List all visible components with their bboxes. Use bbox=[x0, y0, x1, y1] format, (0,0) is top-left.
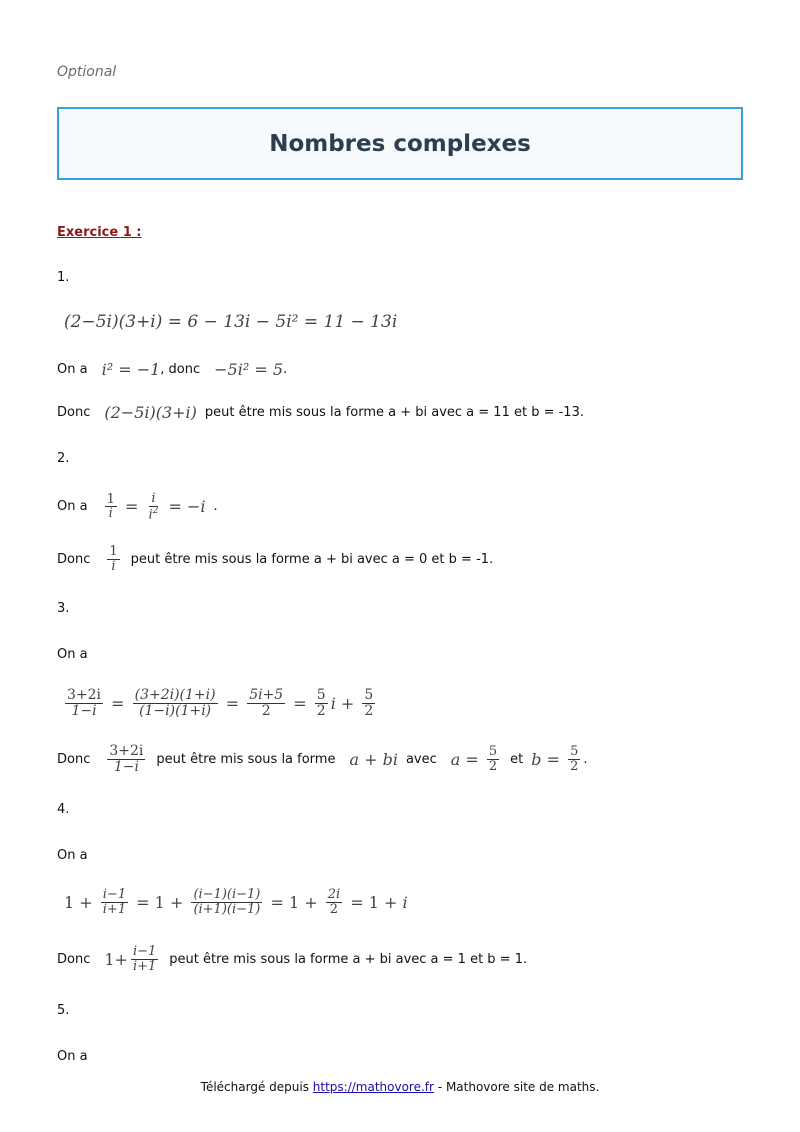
q4-line bbox=[57, 945, 527, 973]
q3-line-prefix: Donc bbox=[57, 751, 91, 767]
q1-line2-end: . bbox=[283, 362, 288, 377]
q4-line-prefix: Donc bbox=[57, 951, 91, 967]
q1-line2 bbox=[57, 360, 287, 379]
q1-equation-math: (2−5i)(3+i) = 6 − 13i − 5i² = 11 − 13i bbox=[64, 312, 398, 332]
footer-link[interactable]: https://mathovore.fr bbox=[312, 1080, 434, 1094]
exercise-heading: Exercice 1 : bbox=[57, 225, 142, 240]
q2-line2-math: $\frac{1}{i}$ bbox=[109, 544, 118, 574]
q3-number: 3. bbox=[57, 601, 70, 616]
q3-line-end: . bbox=[583, 751, 588, 767]
q1-line3-math: (2−5i)(3+i) bbox=[104, 403, 197, 422]
q2-number: 2. bbox=[57, 451, 70, 466]
page-footer bbox=[0, 1080, 800, 1094]
q1-line2-prefix: On a bbox=[57, 362, 88, 377]
q4-equation-math: 1 + $\frac{i-1}{i+1}$ = 1 + $\frac{(i-1)(i-1)}{(i+1)(i-1)}$ = 1 + $\frac{2i}{2}$ = 1 + i bbox=[64, 887, 408, 917]
q3-line-frac: $\frac{3+2i}{1-i}$ bbox=[109, 743, 144, 775]
q1-line3 bbox=[57, 403, 584, 422]
q1-line2-math1: i² = −1 bbox=[101, 360, 161, 379]
q3-equation bbox=[62, 688, 378, 718]
q2-line2 bbox=[57, 545, 493, 573]
q5-number: 5. bbox=[57, 1003, 70, 1018]
footer-prefix: Téléchargé depuis bbox=[200, 1080, 309, 1094]
q4-line-text: peut être mis sous la forme a + bi avec a = 1 et b = 1. bbox=[169, 951, 528, 967]
q3-line bbox=[57, 744, 588, 774]
title-box bbox=[57, 107, 743, 180]
q3-line-b: b = $\frac{5}{2}$ bbox=[531, 744, 579, 774]
optional-label: Optional bbox=[57, 64, 117, 80]
q2-line1-end: . bbox=[213, 499, 218, 515]
q4-equation bbox=[64, 888, 408, 916]
q3-line-text3: et bbox=[510, 751, 524, 767]
footer-suffix: - Mathovore site de maths. bbox=[437, 1080, 600, 1094]
q2-line2-text: peut être mis sous la forme a + bi avec a = 0 et b = -1. bbox=[130, 551, 494, 567]
q3-equation-math: $\frac{3+2i}{1-i}$ = $\frac{(3+2i)(1+i)}{(1-i)(1+i)}$ = $\frac{5i+5}{2}$ = $\frac{5}{2}$ i + $\frac{5}{2}$ bbox=[67, 687, 374, 719]
q3-line-a: a = $\frac{5}{2}$ bbox=[450, 744, 498, 774]
q1-line3-text: peut être mis sous la forme a + bi avec a = 11 et b = -13. bbox=[204, 405, 584, 420]
q3-intro: On a bbox=[57, 647, 88, 662]
q1-number: 1. bbox=[57, 270, 70, 285]
q1-line2-mid: , donc bbox=[160, 362, 201, 377]
q1-line2-math2: −5i² = 5 bbox=[214, 360, 284, 379]
q2-line1-prefix: On a bbox=[57, 499, 88, 515]
q3-line-text1: peut être mis sous la forme bbox=[156, 751, 336, 767]
q4-intro: On a bbox=[57, 848, 88, 863]
q2-line1-math: $\frac{1}{i}$ = $\frac{i}{i^2}$ = −i bbox=[106, 491, 206, 522]
page-title: Nombres complexes bbox=[269, 130, 531, 157]
q3-line-text2: avec bbox=[405, 751, 437, 767]
q1-line3-prefix: Donc bbox=[57, 405, 91, 420]
q2-line2-prefix: Donc bbox=[57, 551, 91, 567]
q4-number: 4. bbox=[57, 802, 70, 817]
q3-line-form: a + bi bbox=[349, 749, 398, 769]
q1-equation bbox=[64, 312, 397, 332]
q2-line1 bbox=[57, 492, 218, 522]
q4-line-math: 1+ $\frac{i-1}{i+1}$ bbox=[104, 944, 157, 974]
q5-intro: On a bbox=[57, 1049, 88, 1064]
